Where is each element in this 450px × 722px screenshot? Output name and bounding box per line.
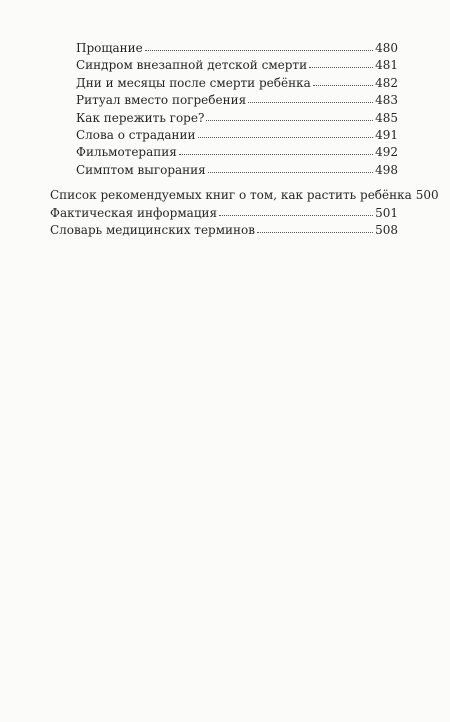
dot-leader xyxy=(208,162,373,174)
toc-entry-page: 491 xyxy=(375,127,398,142)
toc-entry-grief[interactable] xyxy=(50,110,398,127)
dot-leader xyxy=(309,57,373,69)
toc-entry-page: 498 xyxy=(375,162,398,177)
dot-leader xyxy=(313,75,373,87)
toc-entry-title: Прощание xyxy=(76,41,143,55)
toc-entry-burnout[interactable] xyxy=(50,162,398,179)
toc-entry-page: 483 xyxy=(375,93,398,108)
toc-entry-title: Список рекомендуемых книг о том, как растить ребёнка xyxy=(50,188,412,203)
toc-entry-ritual[interactable] xyxy=(50,92,398,109)
toc-entry-title: Фильмотерапия xyxy=(76,145,177,160)
toc-entry-facts[interactable] xyxy=(50,205,398,222)
toc-entry-page: 501 xyxy=(375,205,398,220)
toc-entry-title: Словарь медицинских терминов xyxy=(50,222,256,237)
toc-entry-days-months[interactable] xyxy=(50,75,398,92)
toc-entry-page: 492 xyxy=(375,145,398,160)
dot-leader xyxy=(145,40,373,52)
dot-leader xyxy=(198,127,374,139)
toc-entry-page: 508 xyxy=(375,222,398,237)
toc-entry-title: Дни и месяцы после смерти ребёнка xyxy=(76,75,311,90)
dot-leader xyxy=(257,222,373,234)
toc-entry-suffering[interactable] xyxy=(50,127,398,144)
toc-entry-page: 485 xyxy=(375,110,398,125)
toc-entry-page: 481 xyxy=(375,58,398,73)
toc-entry-title: Фактическая информация xyxy=(50,205,218,220)
toc-entry-sids[interactable] xyxy=(50,57,398,74)
table-of-contents xyxy=(50,40,439,239)
toc-entry-farewell[interactable] xyxy=(50,40,398,57)
dot-leader xyxy=(179,144,373,156)
toc-entry-page: 482 xyxy=(375,75,398,90)
dot-leader xyxy=(206,110,373,122)
toc-entry-title: Симптом выгорания xyxy=(76,162,206,177)
section-gap xyxy=(50,179,398,187)
toc-entry-glossary[interactable] xyxy=(50,222,398,239)
toc-entry-film-therapy[interactable] xyxy=(50,144,398,161)
dot-leader xyxy=(219,205,373,217)
toc-entry-title: Слова о страдании xyxy=(76,127,196,142)
toc-entry-title: Как пережить горе? xyxy=(76,110,205,125)
toc-entry-book-list[interactable] xyxy=(50,187,439,204)
toc-entry-title: Синдром внезапной детской смерти xyxy=(76,58,308,73)
toc-entry-title: Ритуал вместо погребения xyxy=(76,93,247,108)
dot-leader xyxy=(248,92,373,104)
toc-entry-page: 500 xyxy=(415,188,439,203)
toc-entry-page: 480 xyxy=(375,41,398,55)
